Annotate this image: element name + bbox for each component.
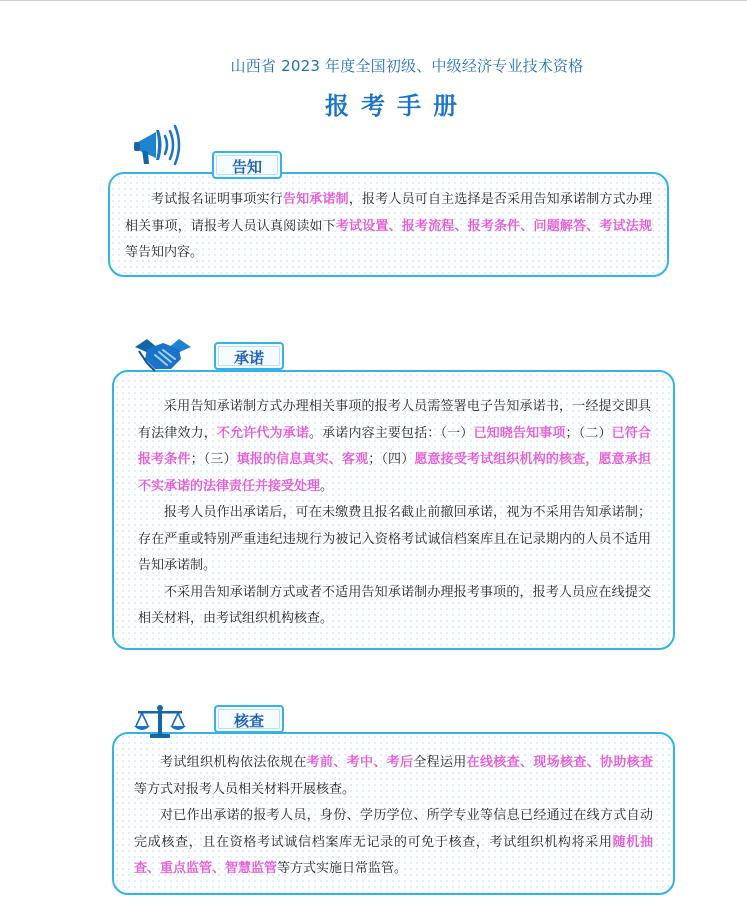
verify-highlight: 随机抽查、重点监管、智慧监管 — [134, 834, 653, 876]
promise-tag-label: 承诺 — [233, 349, 264, 367]
promise-paragraph-2: 报考人员作出承诺后，可在未缴费且报名截止前撤回承诺，视为不采用告知承诺制；存在严重或特别严重违纪违规行为被记入资格考试诚信档案库且在记录期内的人员不适用告知承诺制。 — [138, 505, 651, 573]
promise-highlight: 填报的信息真实、客观 — [236, 452, 369, 467]
promise-text-run: ；（四） — [368, 452, 415, 467]
scales-icon — [132, 704, 188, 740]
promise-text-run: 采用告知承诺制方式办理相关事项的报考人员需签署电子告知承诺书，一经提交即具有法律效力， — [138, 399, 651, 441]
notice-text-run: ，报考人员可自主选择是否采用告知承诺制方式办理相关事项，请报考人员认真阅读如下 — [125, 192, 652, 234]
verify-text-run: 等方式实施日常监管。 — [277, 861, 408, 876]
verify-text-run: 等方式对报考人员相关材料开展核查。 — [134, 781, 356, 797]
notice-highlight: 告知承诺制 — [282, 192, 349, 207]
notice-paragraph — [125, 187, 652, 267]
verify-text-run: 对已作出承诺的报考人员，身份、学历学位、所学专业等信息已经通过在线方式自动完成核查，且在资格考试诚信档案库无记录的可免于核查，考试组织机构将采用 — [134, 808, 653, 850]
verify-paragraph-1 — [134, 750, 653, 803]
notice-text-run: 等告知内容。 — [125, 245, 204, 260]
promise-tag — [214, 342, 284, 370]
promise-text-run: 。 — [320, 478, 334, 494]
document-title: 报考手册 — [325, 92, 469, 120]
notice-tag-label: 告知 — [231, 158, 262, 176]
verify-tag-label: 核查 — [233, 712, 264, 730]
megaphone-icon — [130, 118, 186, 174]
verify-text-run: 考试组织机构依法依规在 — [160, 755, 307, 770]
verify-box — [112, 732, 675, 895]
promise-highlight: 已知晓告知事项 — [473, 425, 566, 441]
promise-box — [112, 370, 675, 650]
promise-highlight: 不允许代为承诺 — [216, 425, 309, 441]
handshake-icon — [133, 333, 193, 377]
promise-text-run: ；（二） — [565, 425, 612, 441]
verify-text-run: 全程运用 — [413, 755, 467, 770]
verify-text — [134, 750, 653, 883]
notice-tag — [212, 151, 282, 179]
promise-text-run: 。承诺内容主要包括：（一） — [308, 425, 474, 441]
verify-paragraph-2 — [134, 803, 653, 883]
verify-highlight: 在线核查、现场核查、协助核查 — [466, 755, 653, 770]
promise-highlight: 愿意接受考试组织机构的核查，愿意承担不实承诺的法律责任并接受处理 — [138, 452, 651, 494]
notice-highlight: 考试设置、报考流程、报考条件、问题解答、考试法规 — [335, 218, 652, 234]
notice-text — [125, 187, 652, 267]
notice-text-run: 考试报名证明事项实行 — [151, 192, 283, 207]
verify-highlight: 考前、考中、考后 — [306, 755, 414, 770]
promise-highlight: 已符合报考条件 — [138, 425, 651, 467]
top-divider — [0, 0, 747, 1]
promise-text — [138, 394, 651, 633]
notice-box — [108, 172, 669, 277]
promise-text-run: ；（三） — [190, 452, 237, 467]
promise-paragraph-1 — [138, 394, 651, 500]
document-subtitle: 山西省 2023 年度全国初级、中级经济专业技术资格 — [230, 57, 584, 75]
verify-tag — [214, 705, 284, 733]
promise-paragraph-3: 不采用告知承诺制方式或者不适用告知承诺制办理报考事项的，报考人员应在线提交相关材料，由考试组织机构核查。 — [138, 584, 651, 626]
